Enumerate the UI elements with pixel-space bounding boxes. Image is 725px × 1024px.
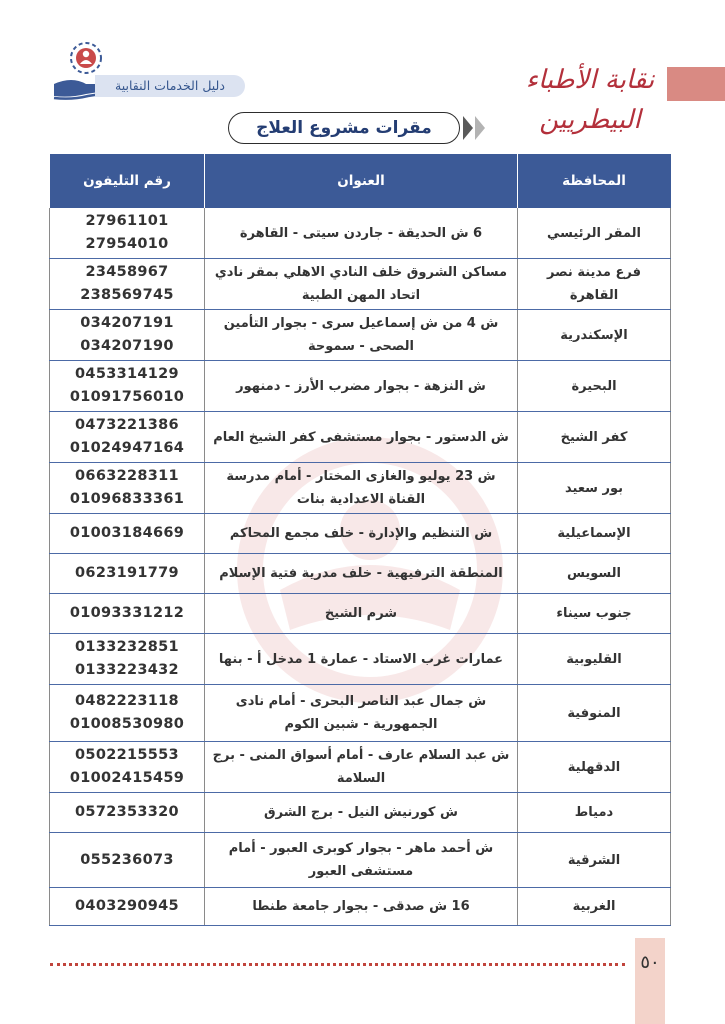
phone-number: 0663228311: [75, 468, 179, 484]
phone-number: 034207191: [80, 315, 174, 331]
header-governorate: المحافظة: [518, 154, 671, 208]
cell-address: عمارات غرب الاستاد - عمارة 1 مدخل أ - بنها: [205, 634, 518, 685]
phone-number: 01008530980: [69, 716, 185, 732]
table-row: [50, 634, 671, 685]
table-row: [50, 514, 671, 554]
phone-number: 0473221386: [75, 417, 179, 433]
table-row: [50, 594, 671, 634]
syndicate-logo: نقابة الأطباء البيطريين: [525, 65, 655, 135]
table-row: [50, 833, 671, 888]
phone-number: 055236073: [80, 851, 174, 868]
cell-governorate: فرع مدينة نصر القاهرة: [518, 259, 671, 310]
cell-phone: [50, 888, 205, 926]
chevron-right-icon: [463, 116, 473, 140]
cell-address: ش 23 يوليو والغازى المختار - أمام مدرسة القناة الاعدادية بنات: [205, 463, 518, 514]
phone-number: 0623191779: [75, 565, 179, 581]
cell-phone: [50, 463, 205, 514]
cell-governorate: بور سعيد: [518, 463, 671, 514]
cell-address: ش أحمد ماهر - بجوار كوبرى العبور - أمام مستشفى العبور: [205, 833, 518, 888]
header-phone: رقم التليفون: [50, 154, 205, 208]
cell-governorate: الإسكندرية: [518, 310, 671, 361]
phone-number: 0133223432: [75, 662, 179, 678]
cell-address: شرم الشيخ: [205, 594, 518, 634]
header-address: العنوان: [205, 154, 518, 208]
table-row: [50, 259, 671, 310]
phone-number: 01003184669: [69, 525, 185, 541]
chevron-right-icon: [475, 116, 485, 140]
cell-address: ش عبد السلام عارف - أمام أسواق المنى - برج السلامة: [205, 742, 518, 793]
cell-phone: [50, 634, 205, 685]
cell-governorate: جنوب سيناء: [518, 594, 671, 634]
cell-phone: [50, 310, 205, 361]
guide-title: دليل الخدمات النقابية: [95, 75, 245, 97]
cell-governorate: دمياط: [518, 793, 671, 833]
cell-address: المنطقة الترفيهية - خلف مدرية فتية الإسلام: [205, 554, 518, 594]
page-title-banner: [228, 112, 490, 146]
cell-address: ش 4 من ش إسماعيل سرى - بجوار التأمين الصحى - سموحة: [205, 310, 518, 361]
table-header-row: [50, 154, 671, 208]
cell-phone: [50, 208, 205, 259]
cell-governorate: الإسماعيلية: [518, 514, 671, 554]
phone-number: 0403290945: [75, 898, 179, 914]
footer-dotted-line: [50, 963, 625, 966]
phone-number: 0502215553: [75, 747, 179, 763]
corner-accent-bar: [667, 67, 725, 101]
phone-number: 01093331212: [69, 605, 185, 621]
phone-number: 01002415459: [69, 770, 185, 786]
table-row: [50, 463, 671, 514]
cell-phone: [50, 742, 205, 793]
table-row: [50, 208, 671, 259]
cell-phone: [50, 361, 205, 412]
cell-address: ش التنظيم والإدارة - خلف مجمع المحاكم: [205, 514, 518, 554]
phone-number: 01096833361: [69, 491, 185, 507]
phone-number: 0453314129: [75, 366, 179, 382]
table-row: [50, 685, 671, 742]
cell-phone: [50, 412, 205, 463]
cell-phone: [50, 685, 205, 742]
phone-number: 0482223118: [75, 693, 179, 709]
phone-number: 0572353320: [75, 804, 179, 820]
table-row: [50, 742, 671, 793]
cell-governorate: الشرقية: [518, 833, 671, 888]
phone-number: 27954010: [85, 236, 169, 252]
cell-governorate: الدقهلية: [518, 742, 671, 793]
cell-address: ش الدستور - بجوار مستشفى كفر الشيخ العام: [205, 412, 518, 463]
cell-address: مساكن الشروق خلف النادي الاهلي بمقر نادي اتحاد المهن الطبية: [205, 259, 518, 310]
table-row: [50, 554, 671, 594]
cell-phone: [50, 833, 205, 888]
cell-address: 6 ش الحديقة - جاردن سيتى - القاهرة: [205, 208, 518, 259]
page-number: ٥٠: [640, 952, 660, 973]
table-row: [50, 888, 671, 926]
clinics-table: [49, 154, 661, 926]
cell-phone: [50, 514, 205, 554]
phone-number: 01024947164: [69, 440, 185, 456]
cell-phone: [50, 554, 205, 594]
cell-address: ش جمال عبد الناصر البحرى - أمام نادى الجمهورية - شبين الكوم: [205, 685, 518, 742]
phone-number: 23458967: [85, 264, 169, 280]
phone-number: 27961101: [85, 213, 169, 229]
footer-side-strip: [635, 938, 665, 1024]
cell-phone: [50, 793, 205, 833]
table-row: [50, 793, 671, 833]
cell-governorate: السويس: [518, 554, 671, 594]
phone-number: 238569745: [80, 287, 174, 303]
cell-governorate: القليوبية: [518, 634, 671, 685]
table-row: [50, 310, 671, 361]
page-title: مقرات مشروع العلاج: [228, 112, 460, 144]
cell-phone: [50, 594, 205, 634]
phone-number: 01091756010: [69, 389, 185, 405]
cell-address: ش النزهة - بجوار مضرب الأرز - دمنهور: [205, 361, 518, 412]
phone-number: 034207190: [80, 338, 174, 354]
cell-governorate: كفر الشيخ: [518, 412, 671, 463]
cell-governorate: المقر الرئيسي: [518, 208, 671, 259]
cell-phone: [50, 259, 205, 310]
cell-address: ش كورنيش النيل - برج الشرق: [205, 793, 518, 833]
cell-governorate: البحيرة: [518, 361, 671, 412]
table-row: [50, 412, 671, 463]
table-row: [50, 361, 671, 412]
cell-address: 16 ش صدقى - بجوار جامعة طنطا: [205, 888, 518, 926]
cell-governorate: الغربية: [518, 888, 671, 926]
cell-governorate: المنوفية: [518, 685, 671, 742]
phone-number: 0133232851: [75, 639, 179, 655]
